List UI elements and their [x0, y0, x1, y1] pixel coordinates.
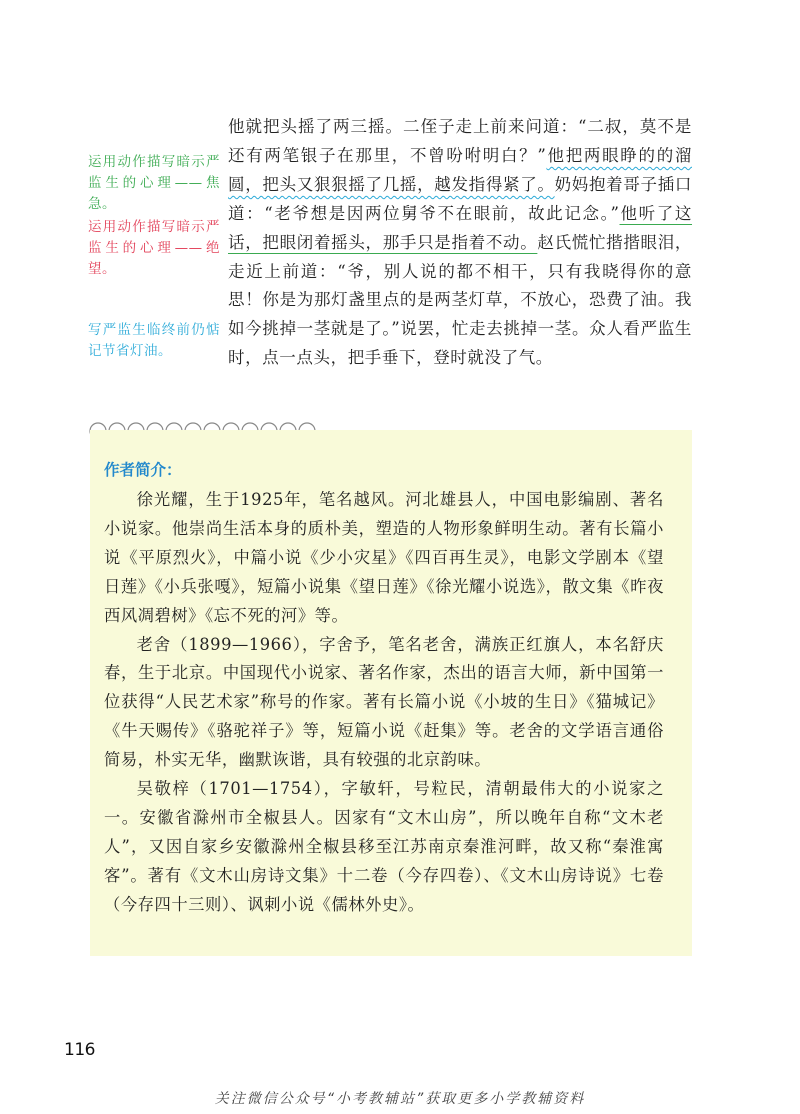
passage-paragraph [228, 113, 692, 373]
passage-sentence-despair: 他听了这话，把眼闭着摇头，那手只是指着不动。 [228, 203, 693, 252]
annotation-anxious: 运用动作描写暗示严监生的心理——焦急。 [88, 154, 220, 212]
author-intro-box [90, 430, 692, 956]
annotation-lamp-oil: 写严监生临终前仍惦记节省灯油。 [88, 322, 220, 359]
author-intro-title: 作者简介： [104, 461, 182, 479]
margin-annotations [88, 152, 220, 362]
bio-xu-guangyao: 徐光耀，生于1925年，笔名越风。河北雄县人，中国电影编剧、著名小说家。他崇尚生活本身的质朴美，塑造的人物形象鲜明生动。著有长篇小说《平原烈火》，中篇小说《少小灾星》《四百再生灵》，电影文学剧本《望日莲》《小兵张嘎》，短篇小说集《望日莲》《徐光耀小说选》，散文集《昨夜西风凋碧树》《忘不死的河》等。 [104, 490, 664, 625]
bio-lao-she: 老舍（1899—1966），字舍予，笔名老舍，满族正红旗人，本名舒庆春，生于北京。中国现代小说家、著名作家，杰出的语言大师，新中国第一位获得“人民艺术家”称号的作家。著有长篇小说《小坡的生日》《猫城记》《牛天赐传》《骆驼祥子》等，短篇小说《赶集》等。老舍的文学语言通俗简易，朴实无华，幽默诙谐，具有较强的北京韵味。 [104, 634, 664, 770]
page-number: 116 [64, 1040, 95, 1060]
bio-wu-jingzi: 吴敬梓（1701—1754），字敏轩，号粒民，清朝最伟大的小说家之一。安徽省滁州市全椒县人。因家有“文木山房”，所以晚年自称“文木老人”，又因自家乡安徽滁州全椒县移至江苏南京秦淮河畔，故又称“秦淮寓客”。著有《文木山房诗文集》十二卷（今存四卷）、《文木山房诗说》七卷（今存四十三则）、讽刺小说《儒林外史》。 [104, 779, 664, 914]
footer-watermark: 关注微信公众号“小考教辅站”获取更多小学教辅资料 [214, 1091, 586, 1107]
passage-sentence-3: 奶妈抱着哥子插口道：“老爷想是因两位舅爷不在眼前，故此记念。” [228, 174, 692, 223]
annotation-despair: 运用动作描写暗示严监生的心理——绝望。 [88, 219, 220, 277]
story-passage [228, 113, 692, 373]
passage-sentence-1: 他就把头摇了两三摇。二侄子走上前来问道：“二叔，莫不是还有两笔银子在那里，不曾吩咐明白？” [228, 117, 692, 165]
passage-sentence-5: 赵氏慌忙揩揩眼泪，走近上前道：“爷，别人说的都不相干，只有我晓得你的意思！你是为那灯盏里点的是两茎灯草，不放心，恐费了油。我如今挑掉一茎就是了。”说罢，忙走去挑掉一茎。众人看严监生时，点一点头，把手垂下，登时就没了气。 [228, 232, 692, 368]
passage-sentence-anxious: 他把两眼睁的的溜圆，把头又狠狠摇了几摇，越发指得紧了。 [228, 145, 692, 194]
